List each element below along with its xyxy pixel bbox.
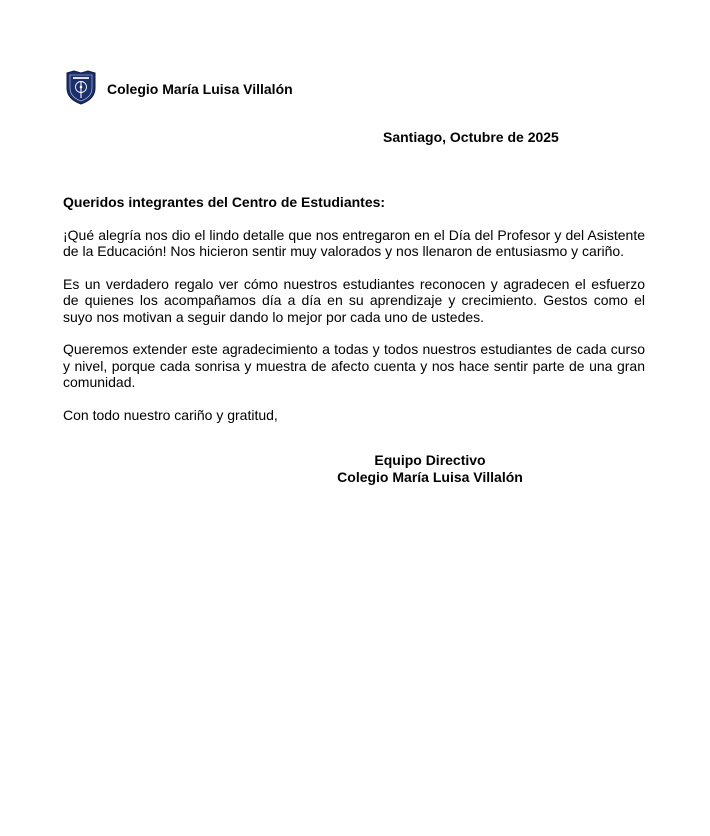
paragraph: Queremos extender este agradecimiento a todas y todos nuestros estudiantes de cada curso y nivel, porque cada sonrisa y muestra de afecto cuenta y nos hace sentir parte de una gran comunidad. (63, 341, 645, 390)
signature-block (300, 452, 560, 486)
signature-team: Equipo Directivo (374, 452, 486, 468)
place-date: Santiago, Octubre de 2025 (383, 129, 559, 145)
signature-school: Colegio María Luisa Villalón (337, 469, 523, 485)
paragraph: ¡Qué alegría nos dio el lindo detalle que nos entregaron en el Día del Profesor y del Asistente de la Educación! Nos hicieron sentir muy valorados y nos llenaron de entusiasmo y cariño. (63, 226, 645, 259)
letter-body (63, 194, 645, 423)
school-name: Colegio María Luisa Villalón (107, 81, 293, 97)
school-crest-icon (66, 70, 96, 105)
closing: Con todo nuestro cariño y gratitud, (63, 406, 278, 423)
paragraph: Es un verdadero regalo ver cómo nuestros estudiantes reconocen y agradecen el esfuerzo de quienes los acompañamos día a día en su aprendizaje y crecimiento. Gestos como el suyo nos motivan a seguir dando lo mejor por cada uno de ustedes. (63, 275, 645, 325)
greeting: Queridos integrantes del Centro de Estudiantes: (63, 194, 386, 210)
letterhead (66, 70, 96, 105)
